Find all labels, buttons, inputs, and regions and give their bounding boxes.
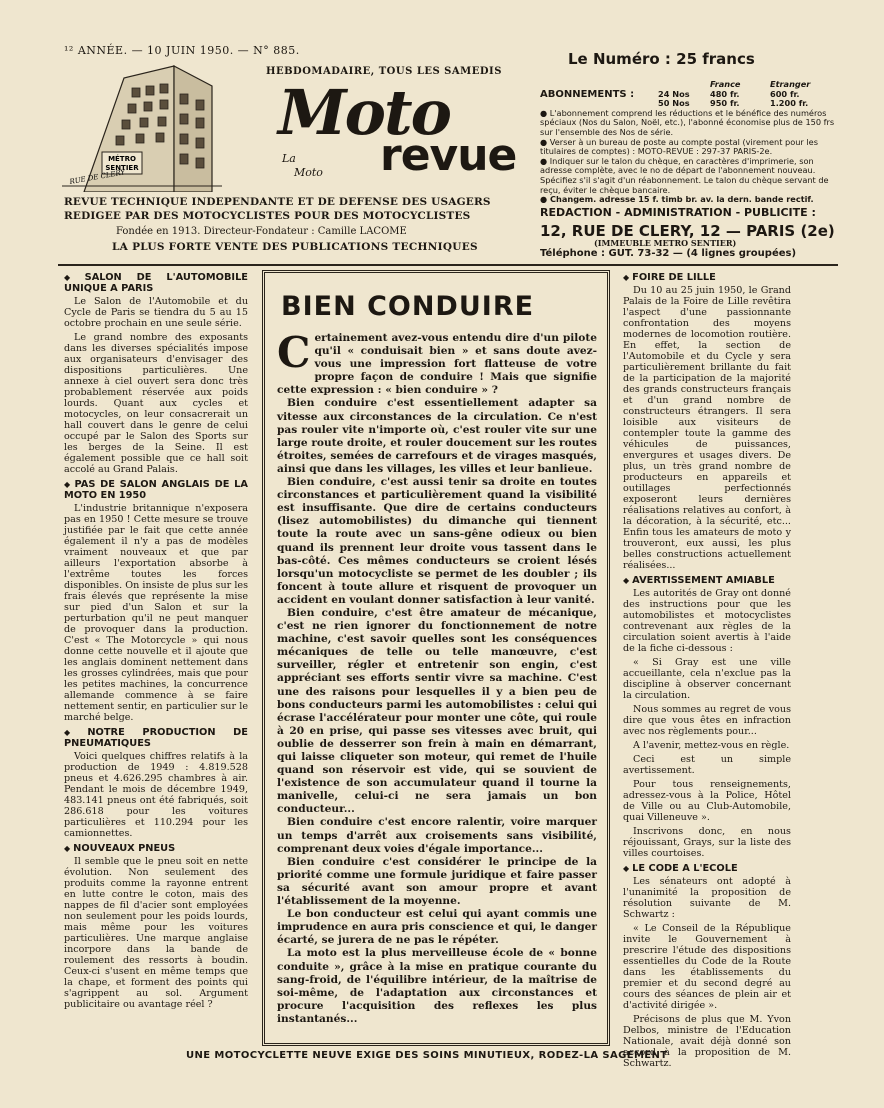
article-title: ◆ FOIRE DE LILLE xyxy=(623,272,716,283)
feature-paragraph: ertainement avez-vous entendu dire d'un pilote qu'il « conduisait bien » et sans doute avez-vous une impression fort flatteuse de votre propre façon de conduire ! Mais que signifie cette expression : « bien conduire » ? xyxy=(277,332,597,397)
feature-paragraph: Bien conduire, c'est être amateur de mécanique, c'est ne rien ignorer du fonctionnement de notre machine, c'est savoir quelles sont les conséquences mécaniques de telle ou telle manœuvre, c'est surveiller, régler et entretenir son engin, c'est appréciant ses efforts sentir vivre sa machine. C'est une des raisons pour lesquelles il y a bien peu de bons conducteurs parmi les automobilistes : celui qui écrase l'accélérateur pour monter une côte, qui roule à 20 en prise, qui passe ses vitesses avec bruit, qui oublie de desserrer son frein à main en démarrant, qui laisse cliqueter son moteur, qui remet de l'huile quand son réservoir est vide, qui se souvient de l'existence de son accumulateur quand il tourne la manivelle, celui-ci ne sera jamais un bon conducteur... xyxy=(277,606,597,816)
row2-issues: 50 Nos xyxy=(658,98,690,109)
top-sale-line: LA PLUS FORTE VENTE DES PUBLICATIONS TECHNIQUES xyxy=(112,241,478,253)
founded-line: Fondée en 1913. Directeur-Fondateur : Camille LACOME xyxy=(116,226,407,237)
feature-title: BIEN CONDUIRE xyxy=(281,291,535,322)
diamond-icon: ◆ xyxy=(623,273,630,282)
article-paragraph: Pour tous renseignements, adressez-vous à la Police, Hôtel de Ville ou au Club-Automobile, quai Villeneuve ». xyxy=(623,779,791,823)
article-title: ◆ PAS DE SALON ANGLAIS DE LA MOTO EN 1950 xyxy=(64,479,248,501)
address: 12, RUE DE CLERY, 12 — PARIS (2e) xyxy=(540,222,835,240)
metro-sign-2: SENTIER xyxy=(105,164,139,172)
masthead-logo xyxy=(270,76,520,192)
sub-note-3: ● Indiquer sur le talon du chèque, en caractères d'imprimerie, son adresse complète, avec le no de départ de l'abonnement nouveau. Spécifiez s'il s'agit d'un réabonnement. Le talon du chèque servant de reçu, éviter le chèque bancaire. xyxy=(540,155,829,195)
left-column xyxy=(64,268,248,1013)
article-paragraph: « Si Gray est une ville accueillante, cela n'exclue pas la discipline à observer concernant la circulation. xyxy=(623,657,791,701)
feature-paragraph: La moto est la plus merveilleuse école de « bonne conduite », grâce à la mise en pratique courante du sang-froid, de l'équilibre intérieur, de la maîtrise de soi-même, de l'adaptation aux circonstances et procure l'acquisition des reflexes les plus instantanés... xyxy=(277,947,597,1025)
col-france: France xyxy=(710,79,741,89)
building-illustration xyxy=(62,60,258,192)
weekly-label: HEBDOMADAIRE, TOUS LES SAMEDIS xyxy=(266,66,502,77)
article-paragraph: Inscrivons donc, en nous réjouissant, Grays, sur la liste des villes courtoises. xyxy=(623,826,791,859)
diamond-icon: ◆ xyxy=(64,480,72,489)
diamond-icon: ◆ xyxy=(64,728,85,737)
feature-paragraph: Le bon conducteur est celui qui ayant commis une imprudence en aura pris conscience et qui, le danger écarté, se jurera de ne pas le répéter. xyxy=(277,908,597,947)
article-paragraph: A l'avenir, mettez-vous en règle. xyxy=(633,740,790,751)
article-paragraph: Les autorités de Gray ont donné des instructions pour que les automobilistes et motocyclistes contrevenant aux règles de la circulation soient avertis à l'aide de la fiche ci-dessous : xyxy=(623,588,791,654)
article-title: ◆ AVERTISSEMENT AMIABLE xyxy=(623,575,775,586)
feature-paragraph: Bien conduire c'est essentiellement adapter sa vitesse aux circonstances de la circulation. Ce n'est pas rouler vite n'importe où, c'est rouler vite sur une large route droite, et rouler doucement sur les routes étroites, semées de carrefours et de virages masqués, ainsi que dans les villages, les villes et leur banlieue. xyxy=(277,397,597,475)
article-paragraph: Le Salon de l'Automobile et du Cycle de Paris se tiendra du 5 au 15 octobre prochain en une seule série. xyxy=(64,296,248,329)
row1-foreign: 600 fr. xyxy=(770,88,800,99)
article-paragraph: Ceci est un simple avertissement. xyxy=(623,754,791,776)
sub-note-2: ● Verser à un bureau de poste au compte postal (virement pour les titulaires de comptes) : MOTO-REVUE : 297-37 PARIS-2e. xyxy=(540,136,818,157)
article-title: ◆ SALON DE L'AUTOMOBILE UNIQUE A PARIS xyxy=(64,272,249,294)
logo-revue: revue xyxy=(380,130,517,181)
article-paragraph: L'industrie britannique n'exposera pas en 1950 ! Cette mesure se trouve justifiée par le fait que cette année également il n'y a pas de modèles vraiment nouveaux et que par ailleurs l'exportation absorbe à l'extrême toutes les forces disponibles. On insiste de plus sur les frais élevés que représente la mise sur pied d'un Salon et sur la perturbation qu'il ne peut manquer de provoquer dans la production. C'est « The Motorcycle » qui nous donne cette nouvelle et il ajoute que les anglais dominent nettement dans les grosses cylindrées, mais que pour les petites machines, la concurrence allemande commence à se faire nettement sentir, en particulier sur le marché belge. xyxy=(64,503,248,723)
feature-paragraph: Bien conduire c'est considérer le principe de la priorité comme une formule juridique et faire passer sa sécurité avant son amour propre et avant l'établissement de la moyenne. xyxy=(277,855,597,908)
right-column xyxy=(623,268,791,1072)
article-paragraph: Voici quelques chiffres relatifs à la production de 1949 : 4.819.528 pneus et 4.626.295 chambres à air. Pendant le mois de décembre 1949, 483.141 pneus ont été fabriqués, soit 286.618 pour les voitures particulières et 110.294 pour les camionnettes. xyxy=(64,751,248,839)
diamond-icon: ◆ xyxy=(64,273,82,282)
diamond-icon: ◆ xyxy=(623,576,630,585)
logo-la: La xyxy=(282,152,296,165)
dropcap: C xyxy=(277,328,311,377)
phone: Téléphone : GUT. 73-32 — (4 lignes groupées) xyxy=(540,248,797,259)
diamond-icon: ◆ xyxy=(623,864,630,873)
tagline-2: REDIGEE PAR DES MOTOCYCLISTES POUR DES MOTOCYCLISTES xyxy=(64,210,471,222)
editorial-label: REDACTION - ADMINISTRATION - PUBLICITE : xyxy=(540,206,816,219)
feature-paragraph: Bien conduire, c'est aussi tenir sa droite en toutes circonstances et particulièrement quand la visibilité est insuffisante. Que dire de certains conducteurs (lisez automobilistes) du dimanche qui tiennent toute la route avec un sans-gêne odieux ou bien quand ils prennent leur droite vous tassent dans le bas-côté. Ces mêmes conducteurs se croient lésés lorsqu'un motocycliste se permet de les doubler ; ils foncent à toute allure et risquent de provoquer un accident en voulant donner satisfaction à leur vanité. xyxy=(277,476,597,606)
tagline-1: REVUE TECHNIQUE INDEPENDANTE ET DE DEFENSE DES USAGERS xyxy=(64,196,491,208)
sub-note-1: ● L'abonnement comprend les réductions et le bénéfice des numéros spéciaux (Nos du Salon, Noël, etc.), l'abonné économise plus de 150 frs sur l'ensemble des Nos de série. xyxy=(540,107,835,137)
dateline: ¹² ANNÉE. — 10 JUIN 1950. — N° 885. xyxy=(64,44,300,57)
subscription-block xyxy=(540,80,840,205)
col-foreign: Etranger xyxy=(770,79,811,89)
feature-text xyxy=(277,328,597,1026)
article-paragraph: Le grand nombre des exposants dans les diverses spécialités impose aux organisateurs d'envisager des dispositions particulières. Une annexe à ciel ouvert sera donc très probablement réservée aux poids lourds. Quant aux cycles et motocycles, on leur consacrerait un hall couvert dans le genre de celui occupé par le Salon des Sports sur les berges de la Seine. Il est également possible que ce hall soit accolé au Grand Palais. xyxy=(64,332,248,475)
row1-issues: 24 Nos xyxy=(658,88,690,99)
diamond-icon: ◆ xyxy=(64,844,71,853)
metro-note: (IMMEUBLE METRO SENTIER) xyxy=(594,238,737,248)
row1-france: 480 fr. xyxy=(710,88,740,99)
article-paragraph: Il semble que le pneu soit en nette évolution. Non seulement des produits comme la rayonne entrent en lutte contre le coton, mais des nappes de fil d'acier sont employées non seulement pour les poids lourds, mais même pour les voitures particulières. Une marque anglaise incorpore dans la bande de roulement des ressorts à boudin. Ceux-ci s'usent en même temps que la chape, et forment des points qui s'agrippent au sol. Argument publicitaire ou avantage réel ? xyxy=(64,856,248,1010)
article-title: ◆ LE CODE A L'ECOLE xyxy=(623,863,738,874)
issue-price: Le Numéro : 25 francs xyxy=(568,50,755,68)
street-sign: RUE DE CLERY xyxy=(68,168,126,186)
article-paragraph: Précisons de plus que M. Yvon Delbos, ministre de l'Education Nationale, avait déjà donné son accord à la proposition de M. Schwartz. xyxy=(623,1014,791,1069)
article-paragraph: Les sénateurs ont adopté à l'unanimité la proposition de résolution suivante de M. Schwartz : xyxy=(623,876,791,920)
subscriptions-label: ABONNEMENTS : xyxy=(540,88,635,100)
row2-foreign: 1.200 fr. xyxy=(770,98,809,109)
article-paragraph: « Le Conseil de la République invite le Gouvernement à prescrire l'étude des dispositions essentielles du Code de la Route dans les établissements du premier et du second degré au cours des séances de plein air et d'activité dirigée ». xyxy=(623,923,791,1011)
row2-france: 950 fr. xyxy=(710,98,740,109)
logo-moto: Moto xyxy=(278,76,450,149)
feature-paragraph: Bien conduire c'est encore ralentir, voire marquer un temps d'arrêt aux croisements sans visibilité, comprenant deux voies d'égale importance... xyxy=(277,816,597,855)
metro-sign-1: MÉTRO xyxy=(108,155,136,163)
article-paragraph: Nous sommes au regret de vous dire que vous êtes en infraction avec nos règlements pour... xyxy=(623,704,791,737)
article-title: ◆ NOTRE PRODUCTION DE PNEUMATIQUES xyxy=(64,727,248,749)
header-divider xyxy=(58,264,838,266)
article-title: ◆ NOUVEAUX PNEUS xyxy=(64,843,176,854)
logo-moto-small: Moto xyxy=(294,166,323,179)
feature-box xyxy=(262,270,610,1046)
sub-note-4: ● Changem. adresse 15 f. timb br. av. la dern. bande rectif. xyxy=(540,194,814,205)
footer-slogan: UNE MOTOCYCLETTE NEUVE EXIGE DES SOINS MINUTIEUX, RODEZ-LA SAGEMENT xyxy=(186,1050,668,1061)
article-paragraph: Du 10 au 25 juin 1950, le Grand Palais de la Foire de Lille revêtira l'aspect d'une passionnante confrontation des moyens modernes de locomotion routière. En effet, la section de l'Automobile et du Cycle y sera particulièrement brillante du fait de la participation de la majorité des grands constructeurs français et d'un grand nombre de constructeurs étrangers. Il sera loisible aux visiteurs de contempler toute la gamme des véhicules de puissances, envergures et usages divers. De plus, un très grand nombre de producteurs en appareils et outillages perfectionnés exposeront leurs dernières réalisations relatives au confort, à la décoration, à la sécurité, etc... Enfin tous les amateurs de moto y trouveront, eux aussi, les plus belles constructions actuellement réalisées... xyxy=(623,285,791,571)
